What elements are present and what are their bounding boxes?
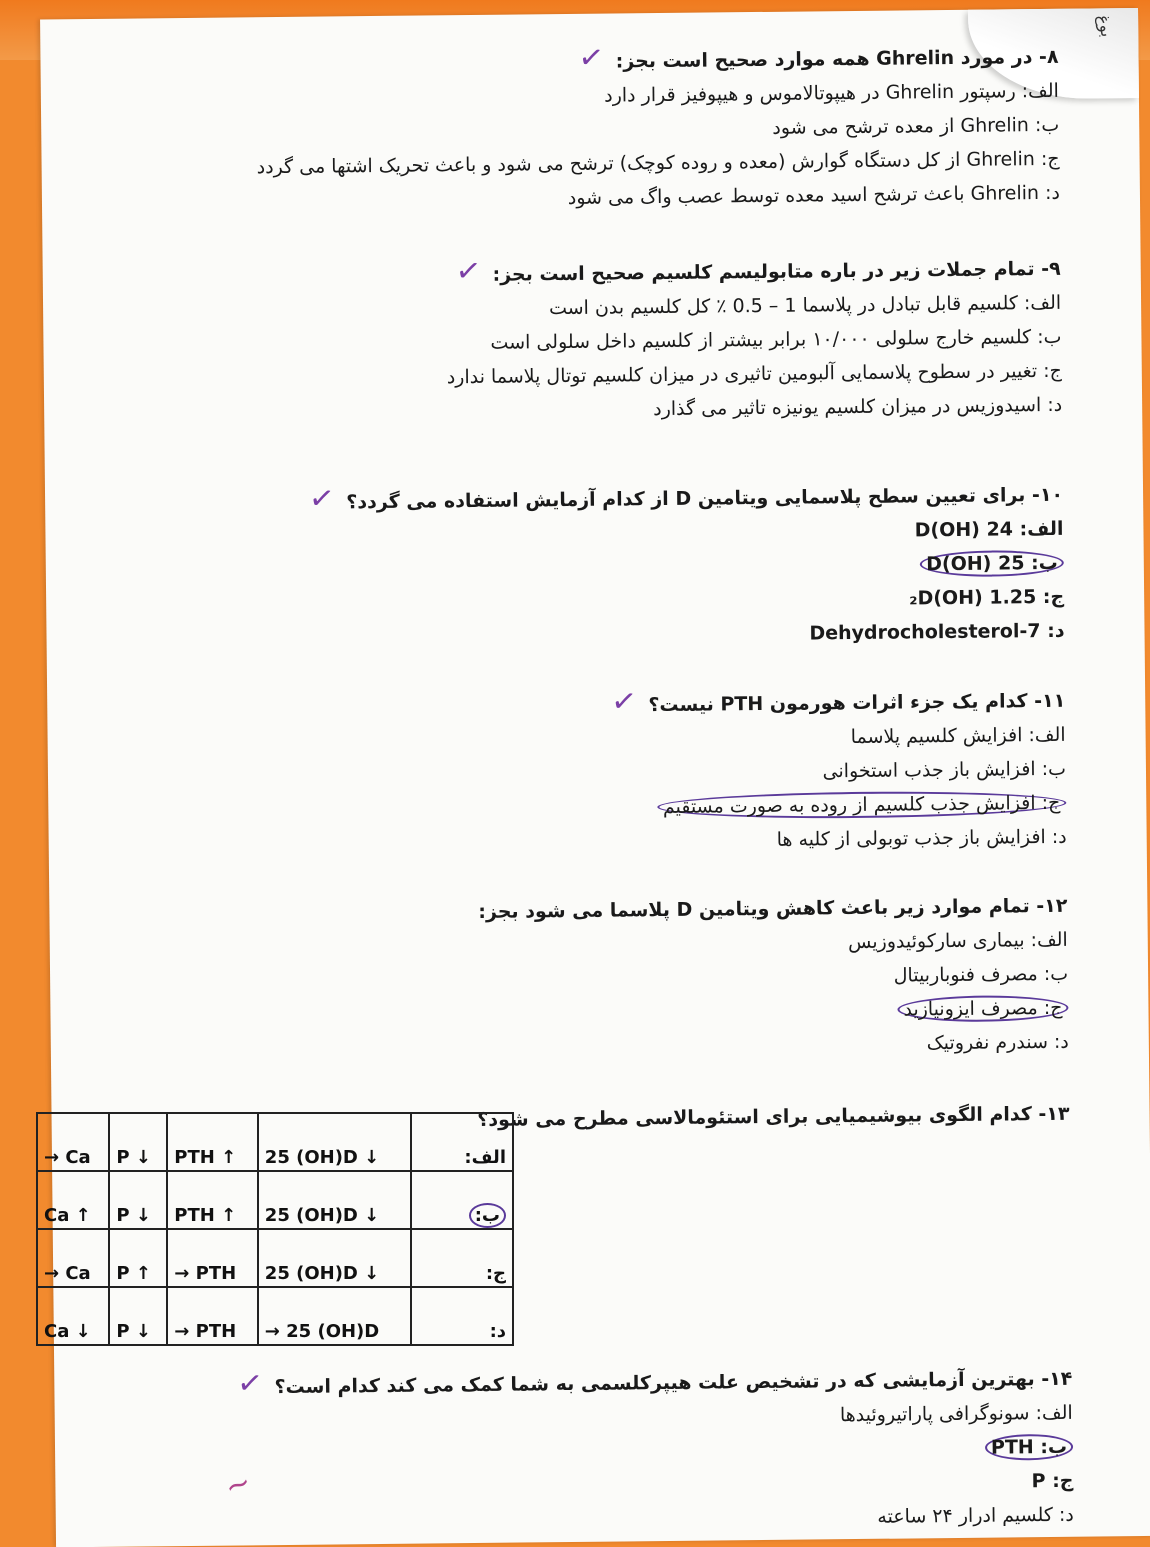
table-cell-label [411, 1171, 513, 1229]
q12-stem: ۱۲- تمام موارد زیر باعث کاهش ویتامین D پلاسما می شود بجز: [478, 894, 1068, 923]
table-cell-ca: Ca ↓ [37, 1287, 109, 1345]
q11-option-b: ب: افزایش باز جذب استخوانی [822, 757, 1067, 783]
q11-option-c [612, 786, 1066, 825]
q11-option-d: د: افزایش باز جذب توبولی از کلیه ها [776, 825, 1067, 851]
table-cell-ca: Ca ↑ [37, 1171, 109, 1229]
table-cell-pth: PTH ↑ [167, 1171, 258, 1229]
table-cell-pth: → PTH [167, 1287, 258, 1345]
table-cell-label: د: [411, 1287, 513, 1345]
q9-option-d: د: اسیدوزیس در میزان کلسیم یونیزه تاثیر می گذارد [653, 393, 1063, 421]
table-cell-p: P ↓ [109, 1171, 167, 1229]
q10-option-d: د: 7-Dehydrocholesterol [809, 619, 1065, 645]
check-mark-icon: ✓ [307, 480, 337, 519]
q12-option-b: ب: مصرف فنوباربیتال [893, 962, 1069, 987]
answer-circle: ج: افزایش جذب کلسیم از روده به صورت مستقیم [657, 790, 1067, 820]
table-cell-ca: → Ca [37, 1229, 109, 1287]
q9-option-a: الف: کلسیم قابل تبادل در پلاسما 1 – 0.5 ٪ کل کلسیم بدن است [548, 291, 1062, 320]
q14-option-d: د: کلسیم ادرار ۲۴ ساعته [877, 1503, 1074, 1528]
table-cell-p: P ↓ [109, 1113, 167, 1171]
table-row [37, 1287, 513, 1345]
table-cell-ca: → Ca [37, 1113, 109, 1171]
table-cell-p: P ↓ [109, 1287, 167, 1345]
check-mark-icon: ✓ [576, 39, 606, 78]
table-cell-vitd: 25 (OH)D ↓ [258, 1113, 411, 1171]
q8-option-d: د: Ghrelin باعث ترشح اسید معده توسط عصب واگ می شود [567, 181, 1061, 209]
question-13 [477, 1097, 1070, 1137]
table-row [37, 1171, 513, 1229]
table-cell-pth: PTH ↑ [167, 1113, 258, 1171]
q10-option-a: الف: 24 (OH)D [914, 517, 1064, 542]
question-12 [478, 889, 1069, 1065]
check-mark-icon: ✓ [453, 252, 483, 291]
q9-stem: ۹- تمام جملات زیر در باره متابولیسم کلسیم صحیح است بجز: [492, 257, 1061, 286]
q8-option-b: ب: Ghrelin از معده ترشح می شود [772, 113, 1060, 139]
corner-handwriting: بوغ [1093, 13, 1117, 39]
question-14 [237, 1359, 1074, 1541]
q13-table [36, 1112, 514, 1346]
question-10 [309, 475, 1065, 656]
q8-option-a: الف: رسپتور Ghrelin در هیپوتالاموس و هیپوفیز قرار دارد [604, 79, 1059, 107]
table-cell-p: P ↑ [109, 1229, 167, 1287]
q9-option-b: ب: کلسیم خارج سلولی ۱۰/۰۰۰ برابر بیشتر از کلسیم داخل سلولی است [490, 325, 1062, 354]
answer-circle: ب: PTH [985, 1434, 1073, 1461]
table-cell-label: الف: [411, 1113, 513, 1171]
check-mark-icon: ✓ [609, 682, 639, 721]
table-cell-vitd: 25 (OH)D ↓ [258, 1229, 411, 1287]
q14-stem: ۱۴- بهترین آزمایشی که در تشخیص علت هیپرکلسمی به شما کمک می کند کدام است؟ [274, 1367, 1073, 1399]
answer-circle: ب: 25 (OH)D [920, 550, 1064, 578]
question-8 [255, 37, 1060, 218]
table-cell-pth: → PTH [167, 1229, 258, 1287]
answer-circle: ج: مصرف ایزونیازید [897, 995, 1068, 1023]
question-9 [445, 249, 1062, 428]
q14-option-c: ج: P [1031, 1469, 1074, 1493]
answer-circle: ب: [469, 1203, 506, 1228]
q8-stem: ۸- در مورد Ghrelin همه موارد صحیح است بجز: [615, 45, 1059, 73]
q13-stem: ۱۳- کدام الگوی بیوشیمیایی برای استئومالاسی مطرح می شود؟ [477, 1102, 1070, 1131]
check-mark-icon: ✓ [235, 1364, 265, 1403]
table-cell-vitd: → 25 (OH)D [258, 1287, 411, 1345]
q14-option-a: الف: سونوگرافی پاراتیروئیدها [839, 1401, 1073, 1427]
q11-stem: ۱۱- کدام یک جزء اثرات هورمون PTH نیست؟ [648, 689, 1066, 717]
q10-stem: ۱۰- برای تعیین سطح پلاسمایی ویتامین D از کدام آزمایش استفاده می گردد؟ [346, 483, 1064, 514]
q8-option-c: ج: Ghrelin از کل دستگاه گوارش (معده و روده کوچک) ترشح می شود و باعث تحریک اشتها می گردد [256, 147, 1060, 179]
q12-option-d: د: سندرم نفروتیک [926, 1030, 1069, 1055]
table-row [37, 1229, 513, 1287]
handwritten-mark: ~ [220, 1464, 256, 1506]
q9-option-c: ج: تغییر در سطوح پلاسمایی آلبومین تاثیری در میزان کلسیم توتال پلاسما ندارد [446, 359, 1062, 389]
q11-option-a: الف: افزایش کلسیم پلاسما [850, 723, 1066, 749]
table-row [37, 1113, 513, 1171]
table-cell-label: ج: [411, 1229, 513, 1287]
q10-option-c: ج: 1.25 (OH)₂D [909, 585, 1065, 610]
question-11 [611, 681, 1067, 859]
q12-option-a: الف: بیماری سارکوئیدوزیس [847, 928, 1068, 954]
table-cell-vitd: 25 (OH)D ↓ [258, 1171, 411, 1229]
